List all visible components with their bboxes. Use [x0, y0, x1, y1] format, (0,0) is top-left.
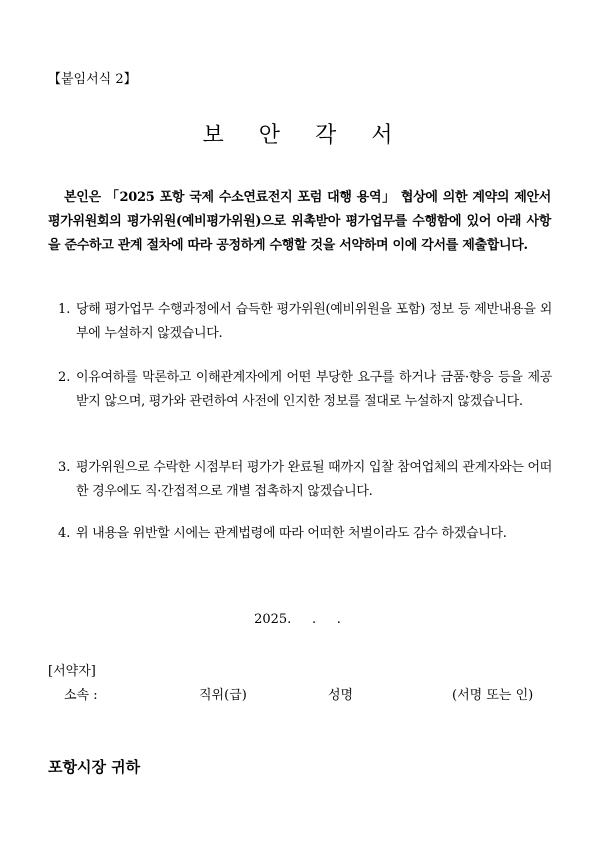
affiliation-label: 소속 :: [64, 688, 98, 703]
intro-paragraph: 본인은 「2025 포항 국제 수소연료전지 포럼 대행 용역」 협상에 의한 계약의 제안서 평가위원회의 평가위원(예비평가위원)으로 위촉받아 평가업무를 수행함에 있어 아래 사항을 준수하고 관계 절차에 따라 공정하게 수행할 것을 서약하며 이에 각서를 제출합니다.: [48, 190, 551, 253]
pledge-item: [58, 456, 552, 504]
date-line: 2025. . .: [254, 612, 341, 627]
item-number: 4.: [58, 526, 71, 541]
item-text: 위 내용을 위반할 시에는 관계법령에 따라 어떠한 처벌이라도 감수 하겠습니다.: [76, 526, 507, 541]
name-label: 성명: [328, 688, 354, 703]
form-label: 【붙임서식 2】: [48, 72, 137, 87]
item-text: 이유여하를 막론하고 이해관계자에게 어떤 부당한 요구를 하거나 금품·향응 등을 제공받지 않으며, 평가와 관련하여 사전에 인지한 정보를 절대로 누설하지 않겠습니다.: [76, 370, 552, 409]
signer-heading: [서약자]: [48, 664, 96, 679]
pledge-item: [58, 522, 552, 546]
item-text: 당해 평가업무 수행과정에서 습득한 평가위원(예비위원을 포함) 정보 등 제반내용을 외부에 누설하지 않겠습니다.: [76, 302, 552, 341]
signature-label: (서명 또는 인): [452, 688, 534, 703]
item-number: 2.: [58, 370, 71, 385]
position-label: 직위(급): [199, 688, 247, 703]
item-text: 평가위원으로 수락한 시점부터 평가가 완료될 때까지 입찰 참여업체의 관계자와는 어떠한 경우에도 직·간접적으로 개별 접촉하지 않겠습니다.: [76, 460, 552, 499]
pledge-item: [58, 298, 552, 346]
item-number: 1.: [58, 302, 71, 317]
pledge-item: [58, 366, 552, 414]
addressee: 포항시장 귀하: [48, 758, 141, 776]
item-number: 3.: [58, 460, 71, 475]
document-title: 보 안 각 서: [202, 123, 407, 148]
